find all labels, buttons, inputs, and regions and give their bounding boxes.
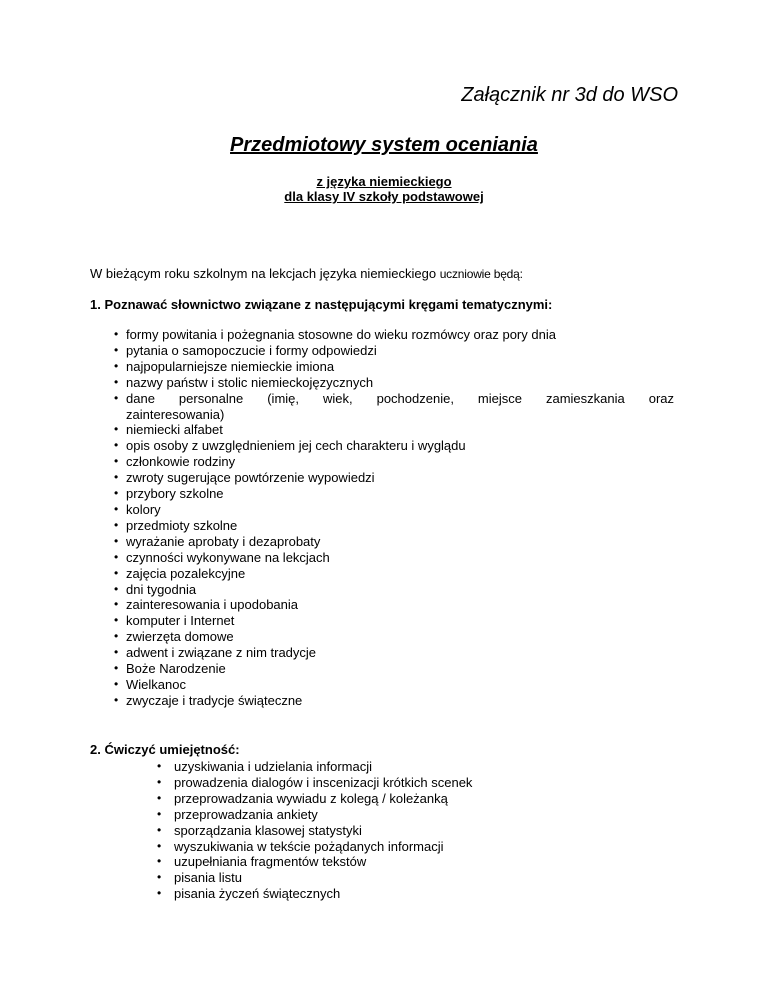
list-item: • przeprowadzania ankiety — [157, 806, 318, 822]
bullet-icon: • — [157, 838, 162, 853]
bullet-icon: • — [114, 549, 119, 564]
bullet-icon: • — [157, 759, 162, 773]
list-item: • sporządzania klasowej statystyki — [157, 822, 362, 838]
bullet-icon: • — [114, 358, 119, 373]
list-item: • komputer i Internet — [114, 613, 235, 629]
list-item-continuation: zainteresowania) — [126, 406, 225, 422]
bullet-icon: • — [157, 854, 162, 869]
list-item: • zwyczaje i tradycje świąteczne — [114, 692, 303, 708]
bullet-icon: • — [114, 327, 119, 341]
list-item: • zwroty sugerujące powtórzenie wypowiedzi — [114, 470, 375, 486]
bullet-icon: • — [157, 806, 162, 821]
bullet-icon: • — [114, 661, 119, 676]
bullet-icon: • — [157, 886, 162, 901]
bullet-icon: • — [114, 486, 119, 501]
list-item: • prowadzenia dialogów i inscenizacji krótkich scenek — [157, 774, 473, 790]
bullet-icon: • — [114, 517, 119, 532]
list-item: • wyszukiwania w tekście pożądanych informacji — [157, 838, 444, 854]
list-item: • wyrażanie aprobaty i dezaprobaty — [114, 533, 321, 549]
section-2-heading: 2. Ćwiczyć umiejętność: — [90, 742, 240, 757]
bullet-icon: • — [114, 438, 119, 453]
list-item: • dane personalne (imię, wiek, pochodzenie, miejsce zamieszkania oraz — [114, 390, 674, 406]
list-item: • członkowie rodziny — [114, 454, 236, 470]
section-2-list — [157, 759, 607, 902]
bullet-icon: • — [114, 390, 119, 405]
bullet-icon: • — [114, 454, 119, 469]
bullet-icon: • — [157, 774, 162, 789]
bullet-icon: • — [157, 870, 162, 885]
list-item: • pisania listu — [157, 870, 242, 886]
list-item: • niemiecki alfabet — [114, 422, 223, 438]
intro-tail: uczniowie będą: — [439, 267, 523, 281]
bullet-icon: • — [114, 422, 119, 437]
list-item: • zajęcia pozalekcyjne — [114, 565, 246, 581]
list-item: • uzupełniania fragmentów tekstów — [157, 854, 367, 870]
list-item: • opis osoby z uwzględnieniem jej cech charakteru i wyglądu — [114, 438, 466, 454]
bullet-icon: • — [157, 822, 162, 837]
attachment-label: Załącznik nr 3d do WSO — [461, 84, 678, 106]
list-item: • najpopularniejsze niemieckie imiona — [114, 358, 335, 374]
section-1-heading: 1. Poznawać słownictwo związane z następującymi kręgami tematycznymi: — [90, 297, 553, 312]
list-item: • Wielkanoc — [114, 676, 186, 692]
list-item: • czynności wykonywane na lekcjach — [114, 549, 330, 565]
list-item: • formy powitania i pożegnania stosowne do wieku rozmówcy oraz pory dnia — [114, 327, 556, 342]
intro-paragraph — [90, 266, 523, 281]
list-item: • pytania o samopoczucie i formy odpowiedzi — [114, 342, 377, 358]
bullet-icon: • — [114, 374, 119, 389]
list-item: • przedmioty szkolne — [114, 517, 238, 533]
intro-text: W bieżącym roku szkolnym na lekcjach języka niemieckiego — [90, 266, 437, 281]
bullet-icon: • — [114, 533, 119, 548]
bullet-icon: • — [114, 676, 119, 691]
list-item: • przeprowadzania wywiadu z kolegą / koleżanką — [157, 790, 448, 806]
bullet-icon: • — [114, 613, 119, 628]
subtitle-subject: z języka niemieckiego — [316, 174, 452, 189]
bullet-icon: • — [114, 581, 119, 596]
bullet-icon: • — [114, 597, 119, 612]
bullet-icon: • — [114, 342, 119, 357]
bullet-icon: • — [114, 470, 119, 485]
list-item: • nazwy państw i stolic niemieckojęzycznych — [114, 374, 374, 390]
list-item: • Boże Narodzenie — [114, 661, 226, 677]
list-item: • przybory szkolne — [114, 486, 224, 502]
bullet-icon: • — [114, 692, 119, 707]
section-1-list — [114, 327, 674, 709]
bullet-icon: • — [114, 501, 119, 516]
list-item: • zainteresowania i upodobania — [114, 597, 299, 613]
document-title: Przedmiotowy system oceniania — [230, 134, 538, 156]
bullet-icon: • — [114, 645, 119, 660]
bullet-icon: • — [157, 790, 162, 805]
bullet-icon: • — [114, 565, 119, 580]
list-item: • uzyskiwania i udzielania informacji — [157, 759, 372, 774]
subtitle-class: dla klasy IV szkoły podstawowej — [284, 189, 484, 204]
list-item: • adwent i związane z nim tradycje — [114, 645, 317, 661]
list-item: • kolory — [114, 501, 161, 517]
list-item: • dni tygodnia — [114, 581, 197, 597]
bullet-icon: • — [114, 629, 119, 644]
list-item: • zwierzęta domowe — [114, 629, 234, 645]
list-item: • pisania życzeń świątecznych — [157, 886, 341, 902]
